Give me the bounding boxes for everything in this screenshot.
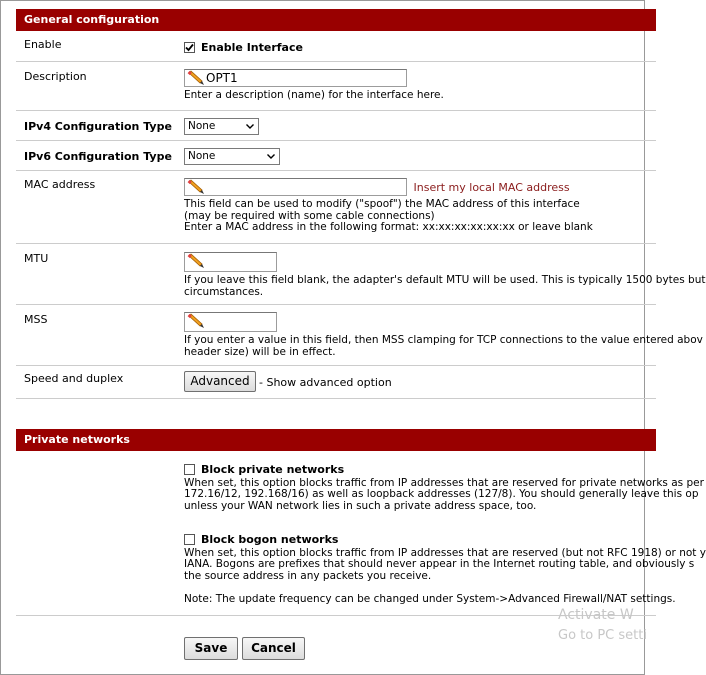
ipv4-label: IPv4 Configuration Type bbox=[24, 120, 172, 133]
ipv4-row bbox=[16, 111, 656, 141]
pencil-icon bbox=[187, 254, 205, 269]
update-frequency-note: Note: The update frequency can be changed under System->Advanced Firewall/NAT settings. bbox=[184, 593, 676, 605]
mac-address-input[interactable] bbox=[184, 178, 407, 196]
advanced-button[interactable]: Advanced bbox=[184, 371, 256, 392]
ipv6-row bbox=[16, 141, 656, 171]
mss-help-2: header size) will be in effect. bbox=[184, 345, 336, 358]
chevron-down-icon bbox=[267, 154, 275, 159]
cancel-button[interactable]: Cancel bbox=[242, 637, 305, 660]
advanced-hint: - Show advanced option bbox=[259, 376, 392, 389]
insert-local-mac-link[interactable]: Insert my local MAC address bbox=[413, 180, 570, 194]
mss-help-1: If you enter a value in this field, then MSS clamping for TCP connections to the value entered abov bbox=[184, 334, 703, 346]
block-private-help-2: 172.16/12, 192.168/16) as well as loopback addresses (127/8). You should generally leave this op bbox=[184, 488, 699, 500]
mtu-row bbox=[16, 244, 706, 305]
mss-label: MSS bbox=[24, 313, 48, 326]
ipv6-config-select[interactable] bbox=[184, 148, 280, 165]
pencil-icon bbox=[187, 314, 205, 329]
mss-input[interactable] bbox=[184, 312, 277, 332]
enable-row bbox=[16, 31, 656, 62]
activation-watermark-line1: Activate W bbox=[558, 607, 634, 623]
ipv6-selected-value: None bbox=[188, 150, 216, 162]
block-bogon-row bbox=[16, 521, 706, 616]
block-private-field bbox=[184, 462, 704, 512]
description-row bbox=[16, 62, 656, 111]
mtu-help-2: circumstances. bbox=[184, 285, 264, 298]
block-private-label: Block private networks bbox=[201, 462, 345, 476]
pencil-icon bbox=[187, 71, 205, 86]
description-value: OPT1 bbox=[206, 71, 238, 85]
mtu-field bbox=[184, 252, 706, 298]
mtu-input[interactable] bbox=[184, 252, 277, 272]
mac-row bbox=[16, 171, 656, 244]
pencil-icon bbox=[187, 180, 205, 195]
block-bogon-help-3: the source address in any packets you receive. bbox=[184, 569, 432, 582]
general-config-title: General configuration bbox=[24, 13, 160, 26]
mac-field bbox=[184, 178, 593, 234]
mac-help-3: Enter a MAC address in the following format: xx:xx:xx:xx:xx:xx or leave blank bbox=[184, 221, 593, 233]
private-networks-title: Private networks bbox=[24, 433, 130, 446]
speed-duplex-label: Speed and duplex bbox=[24, 372, 124, 385]
description-field bbox=[184, 69, 444, 102]
description-label: Description bbox=[24, 70, 87, 83]
description-input[interactable] bbox=[184, 69, 407, 87]
ipv4-selected-value: None bbox=[188, 120, 216, 132]
mtu-help-1: If you leave this field blank, the adapter's default MTU will be used. This is typically 1500 bytes but bbox=[184, 274, 706, 286]
mac-input-line bbox=[184, 178, 593, 196]
speed-duplex-row bbox=[16, 366, 656, 399]
private-networks-header bbox=[16, 429, 656, 451]
block-private-help-1: When set, this option blocks traffic from IP addresses that are reserved for private networks as per bbox=[184, 476, 704, 489]
block-bogon-help-1: When set, this option blocks traffic from IP addresses that are reserved (but not RFC 1918) or not y bbox=[184, 546, 706, 559]
activation-watermark-line2: Go to PC setti bbox=[558, 628, 647, 643]
description-help: Enter a description (name) for the interface here. bbox=[184, 89, 444, 101]
mac-help-1: This field can be used to modify ("spoof") the MAC address of this interface bbox=[184, 198, 580, 210]
enable-interface-checkbox[interactable] bbox=[184, 42, 195, 53]
enable-label: Enable bbox=[24, 38, 62, 51]
mss-field bbox=[184, 312, 703, 358]
chevron-down-icon bbox=[246, 124, 254, 129]
mac-help-2: (may be required with some cable connections) bbox=[184, 209, 435, 222]
general-config-header bbox=[16, 9, 656, 31]
mtu-label: MTU bbox=[24, 252, 49, 265]
block-private-help-3: unless your WAN network lies in such a private address space, too. bbox=[184, 499, 537, 512]
block-bogon-field bbox=[184, 532, 706, 606]
checkmark-icon bbox=[184, 42, 195, 53]
ipv4-field bbox=[184, 118, 259, 135]
enable-field bbox=[184, 40, 303, 54]
block-bogon-help-2: IANA. Bogons are prefixes that should never appear in the Internet routing table, and obviously s bbox=[184, 558, 695, 570]
mac-label: MAC address bbox=[24, 178, 96, 191]
save-button[interactable]: Save bbox=[184, 637, 238, 660]
block-bogon-checkbox[interactable] bbox=[184, 534, 195, 545]
ipv4-config-select[interactable] bbox=[184, 118, 259, 135]
block-private-row bbox=[16, 451, 704, 521]
block-bogon-label: Block bogon networks bbox=[201, 532, 339, 546]
block-private-checkbox[interactable] bbox=[184, 464, 195, 475]
enable-interface-label: Enable Interface bbox=[201, 40, 303, 54]
ipv6-label: IPv6 Configuration Type bbox=[24, 150, 172, 163]
mss-row bbox=[16, 305, 703, 366]
ipv6-field bbox=[184, 148, 280, 165]
